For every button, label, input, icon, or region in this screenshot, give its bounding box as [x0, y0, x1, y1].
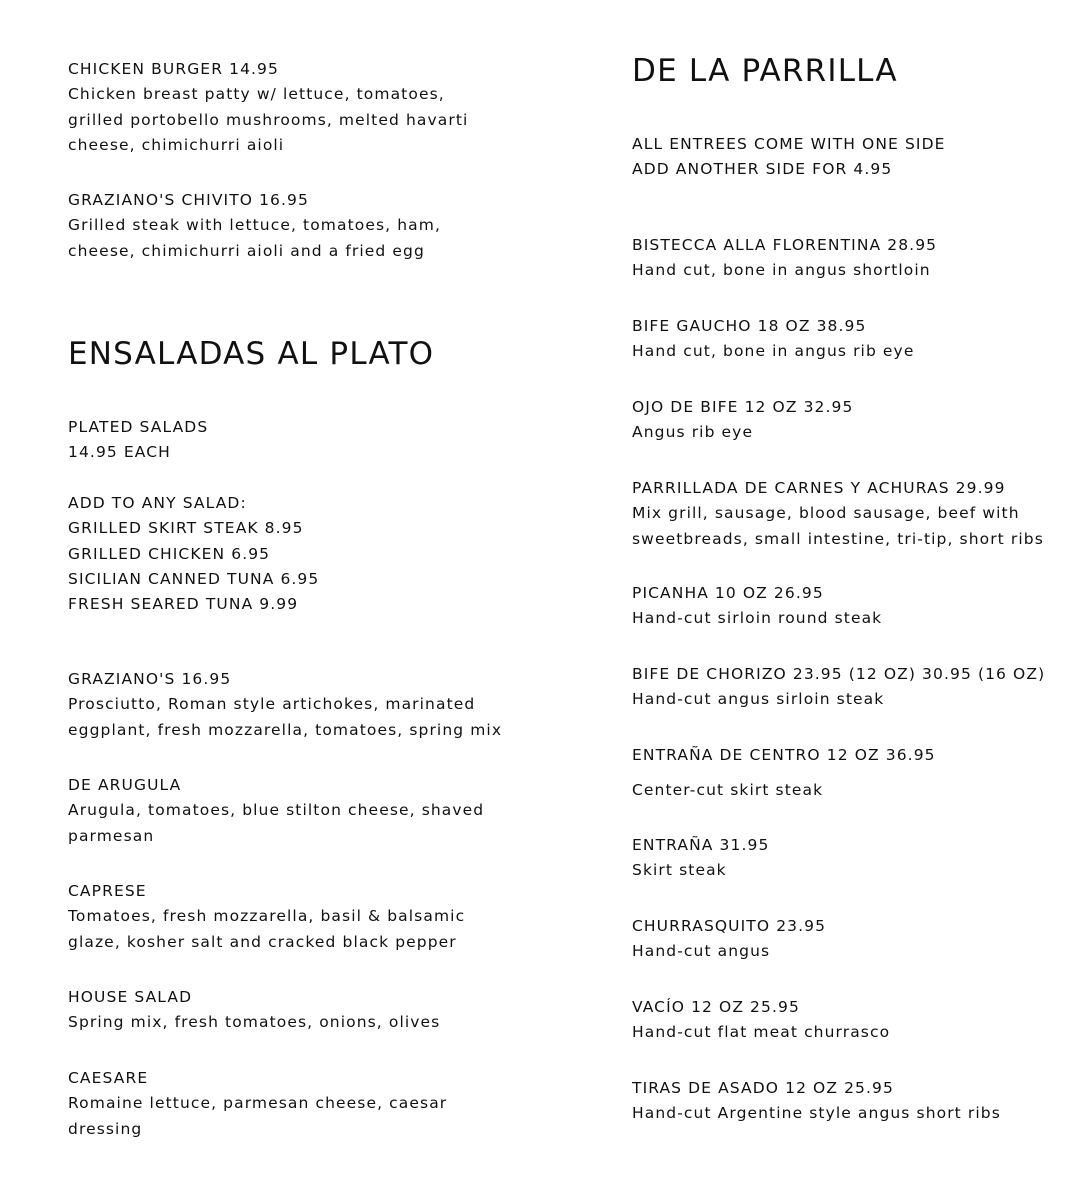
item-title: GRAZIANO'S 16.95: [68, 670, 232, 688]
item-desc-line: Hand cut, bone in angus shortloin: [632, 261, 931, 280]
item-desc-line: glaze, kosher salt and cracked black pepper: [68, 932, 457, 951]
item-desc-line: Hand-cut angus: [632, 942, 771, 961]
item-desc-line: parmesan: [68, 826, 155, 845]
item-title: BIFE DE CHORIZO 23.95 (12 OZ) 30.95 (16 OZ): [632, 665, 1046, 683]
item-desc-line: Hand cut, bone in angus rib eye: [632, 342, 915, 361]
item-desc-line: Prosciutto, Roman style artichokes, marinated: [68, 695, 476, 714]
item-title: CAPRESE: [68, 882, 147, 900]
note-line: ADD ANOTHER SIDE FOR 4.95: [632, 160, 893, 179]
salads-addons: [68, 491, 319, 617]
menu-item-tiras-de-asado: [632, 1076, 1001, 1127]
item-desc-line: cheese, chimichurri aioli: [68, 135, 285, 154]
menu-item-caprese: [68, 879, 465, 955]
item-desc-line: Hand-cut Argentine style angus short ribs: [632, 1104, 1001, 1123]
menu-item-chicken-burger: [68, 57, 468, 158]
item-desc-line: Center-cut skirt steak: [632, 781, 824, 800]
item-desc-line: cheese, chimichurri aioli and a fried egg: [68, 241, 425, 260]
item-desc-line: Skirt steak: [632, 861, 727, 880]
item-title: CHURRASQUITO 23.95: [632, 917, 827, 935]
item-title: DE ARUGULA: [68, 776, 182, 794]
item-desc-line: Grilled steak with lettuce, tomatoes, ham,: [68, 216, 441, 235]
item-title: VACÍO 12 OZ 25.95: [632, 998, 800, 1016]
menu-item-entrana: [632, 833, 769, 884]
menu-item-parrillada: [632, 476, 1044, 552]
item-desc-line: Hand-cut flat meat churrasco: [632, 1023, 891, 1042]
salads-info-line: 14.95 EACH: [68, 443, 171, 462]
addon-line: GRILLED CHICKEN 6.95: [68, 544, 271, 563]
item-title: OJO DE BIFE 12 OZ 32.95: [632, 398, 854, 416]
item-title: ENTRAÑA 31.95: [632, 836, 770, 854]
menu-item-picanha: [632, 581, 882, 632]
addon-line: FRESH SEARED TUNA 9.99: [68, 595, 299, 614]
item-title: BIFE GAUCHO 18 OZ 38.95: [632, 317, 867, 335]
item-desc-line: Romaine lettuce, parmesan cheese, caesar: [68, 1094, 448, 1113]
menu-item-grazianos-salad: [68, 667, 502, 743]
item-title: PARRILLADA DE CARNES Y ACHURAS 29.99: [632, 479, 1006, 497]
menu-item-ojo-de-bife: [632, 395, 853, 446]
item-desc-line: Tomatoes, fresh mozzarella, basil & balsamic: [68, 907, 466, 926]
item-desc-line: dressing: [68, 1119, 143, 1138]
section-title-salads: ENSALADAS AL PLATO: [68, 336, 435, 372]
item-title: PICANHA 10 OZ 26.95: [632, 584, 824, 602]
menu-item-caesare: [68, 1066, 447, 1142]
item-title: BISTECCA ALLA FLORENTINA 28.95: [632, 236, 938, 254]
item-desc-line: Angus rib eye: [632, 423, 754, 442]
menu-item-house-salad: [68, 985, 440, 1036]
menu-item-entrana-de-centro: [632, 743, 936, 804]
addon-line: GRILLED SKIRT STEAK 8.95: [68, 519, 304, 538]
menu-item-de-arugula: [68, 773, 484, 849]
item-desc-line: Chicken breast patty w/ lettuce, tomatoes,: [68, 85, 445, 104]
addon-line: SICILIAN CANNED TUNA 6.95: [68, 569, 320, 588]
menu-item-bistecca: [632, 233, 937, 284]
menu-item-vacio: [632, 995, 890, 1046]
menu-item-bife-de-chorizo: [632, 662, 1045, 713]
addon-line: ADD TO ANY SALAD:: [68, 494, 247, 512]
item-title: ENTRAÑA DE CENTRO 12 OZ 36.95: [632, 746, 936, 764]
item-desc-line: eggplant, fresh mozzarella, tomatoes, spring mix: [68, 720, 503, 739]
menu-item-bife-gaucho: [632, 314, 914, 365]
salads-info-line: PLATED SALADS: [68, 418, 209, 436]
item-desc-line: Arugula, tomatoes, blue stilton cheese, shaved: [68, 801, 485, 820]
salads-info: [68, 415, 208, 466]
menu-item-churrasquito: [632, 914, 826, 965]
item-desc-line: grilled portobello mushrooms, melted havarti: [68, 110, 469, 129]
item-desc-line: Spring mix, fresh tomatoes, onions, olives: [68, 1013, 441, 1032]
parrilla-note: [632, 132, 946, 183]
item-desc-line: sweetbreads, small intestine, tri-tip, short ribs: [632, 529, 1044, 548]
menu-item-chivito: [68, 188, 441, 264]
section-title-parrilla: DE LA PARRILLA: [632, 53, 898, 89]
item-title: TIRAS DE ASADO 12 OZ 25.95: [632, 1079, 894, 1097]
item-desc-line: Hand-cut sirloin round steak: [632, 609, 883, 628]
item-title: HOUSE SALAD: [68, 988, 193, 1006]
note-line: ALL ENTREES COME WITH ONE SIDE: [632, 135, 946, 153]
item-title: CHICKEN BURGER 14.95: [68, 60, 279, 78]
item-title: CAESARE: [68, 1069, 149, 1087]
item-title: GRAZIANO'S CHIVITO 16.95: [68, 191, 309, 209]
item-desc-line: Mix grill, sausage, blood sausage, beef with: [632, 504, 1020, 523]
item-desc-line: Hand-cut angus sirloin steak: [632, 690, 885, 709]
